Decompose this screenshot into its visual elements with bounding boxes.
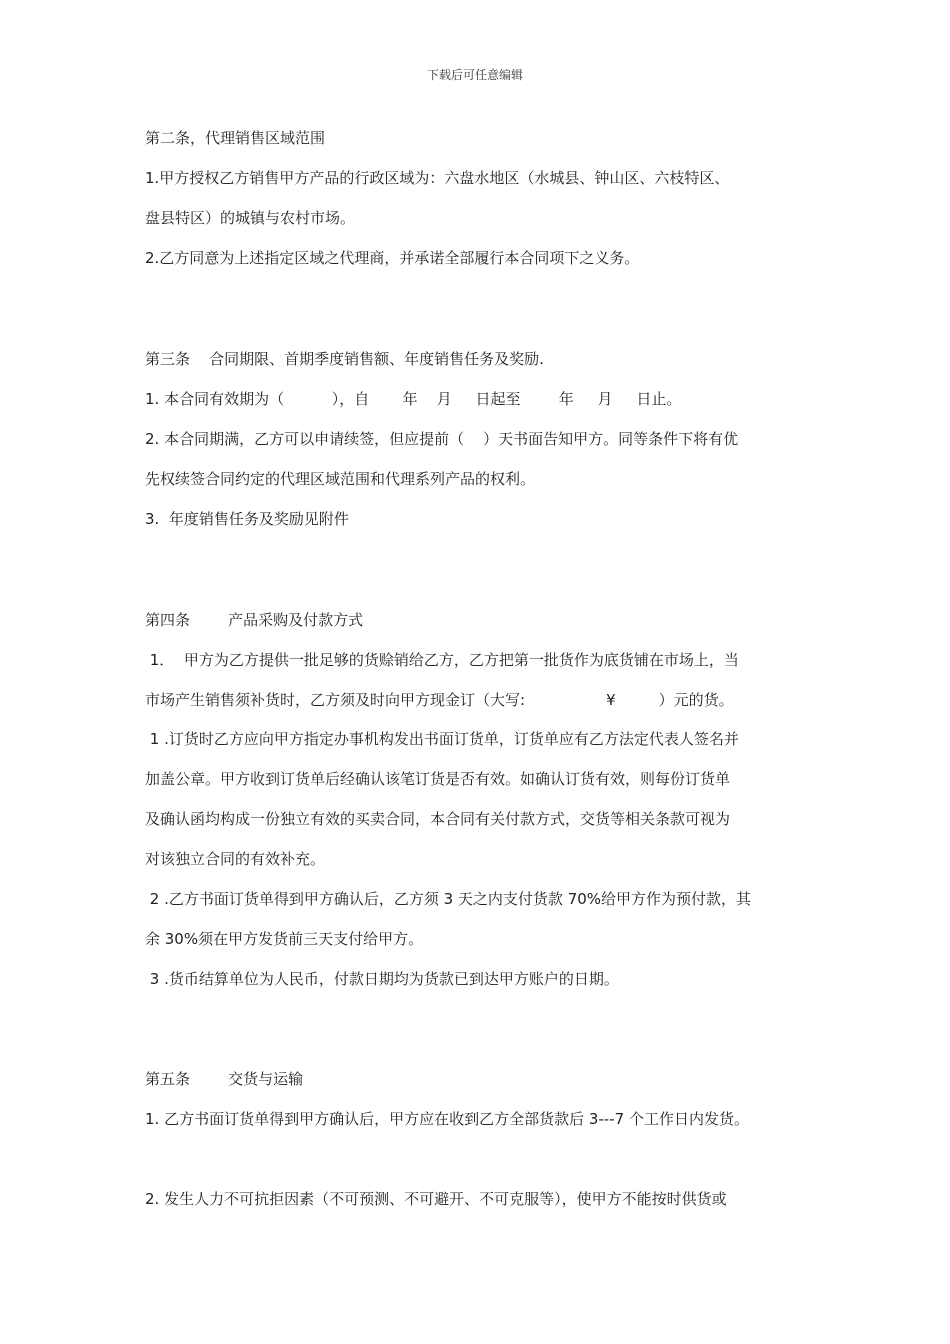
paragraph-line: 及确认函均构成一份独立有效的买卖合同，本合同有关付款方式，交货等相关条款可视为 (145, 810, 731, 828)
paragraph-line: 加盖公章。甲方收到订货单后经确认该笔订货是否有效。如确认订货有效，则每份订货单 (145, 770, 731, 788)
paragraph-line: 2 .乙方书面订货单得到甲方确认后，乙方须 3 天之内支付货款 70%给甲方作为预付款，其 (145, 890, 752, 908)
paragraph-line: 1． 甲方为乙方提供一批足够的货赊销给乙方，乙方把第一批货作为底货铺在市场上，当 (145, 651, 739, 669)
paragraph-line: 2.乙方同意为上述指定区域之代理商，并承诺全部履行本合同项下之义务。 (145, 249, 640, 267)
section-5-heading: 第五条 交货与运输 (145, 1070, 304, 1088)
paragraph-line: 3 .货币结算单位为人民币，付款日期均为货款已到达甲方账户的日期。 (145, 970, 619, 988)
page-header: 下载后可任意编辑 (426, 68, 523, 82)
paragraph-line: 先权续签合同约定的代理区域范围和代理系列产品的权利。 (145, 470, 536, 488)
paragraph-line: 市场产生销售须补货时，乙方须及时向甲方现金订（大写: ¥ ）元的货。 (145, 691, 734, 709)
section-3-heading: 第三条 合同期限、首期季度销售额、年度销售任务及奖励. (145, 350, 544, 368)
section-4-heading: 第四条 产品采购及付款方式 (145, 611, 364, 629)
paragraph-line: 2. 发生人力不可抗拒因素（不可预测、不可避开、不可克服等），使甲方不能按时供货或 (145, 1190, 727, 1208)
paragraph-line: 1. 乙方书面订货单得到甲方确认后，甲方应在收到乙方全部货款后 3---7 个工作日内发货。 (145, 1110, 749, 1128)
paragraph-line: 对该独立合同的有效补充。 (145, 850, 326, 868)
paragraph-line: 3. 年度销售任务及奖励见附件 (145, 510, 349, 528)
paragraph-line: 余 30%须在甲方发货前三天支付给甲方。 (145, 930, 424, 948)
paragraph-line: 盘县特区）的城镇与农村市场。 (145, 209, 356, 227)
paragraph-line: 1.甲方授权乙方销售甲方产品的行政区域为：六盘水地区（水城县、钟山区、六枝特区、 (145, 169, 730, 187)
paragraph-line: 2. 本合同期满，乙方可以申请续签，但应提前（ ）天书面告知甲方。同等条件下将有优 (145, 430, 739, 448)
section-2-heading: 第二条，代理销售区域范围 (145, 129, 326, 147)
paragraph-line: 1. 本合同有效期为（ ），自 年 月 日起至 年 月 日止。 (145, 390, 682, 408)
paragraph-line: 1 .订货时乙方应向甲方指定办事机构发出书面订货单，订货单应有乙方法定代表人签名并 (145, 730, 739, 748)
